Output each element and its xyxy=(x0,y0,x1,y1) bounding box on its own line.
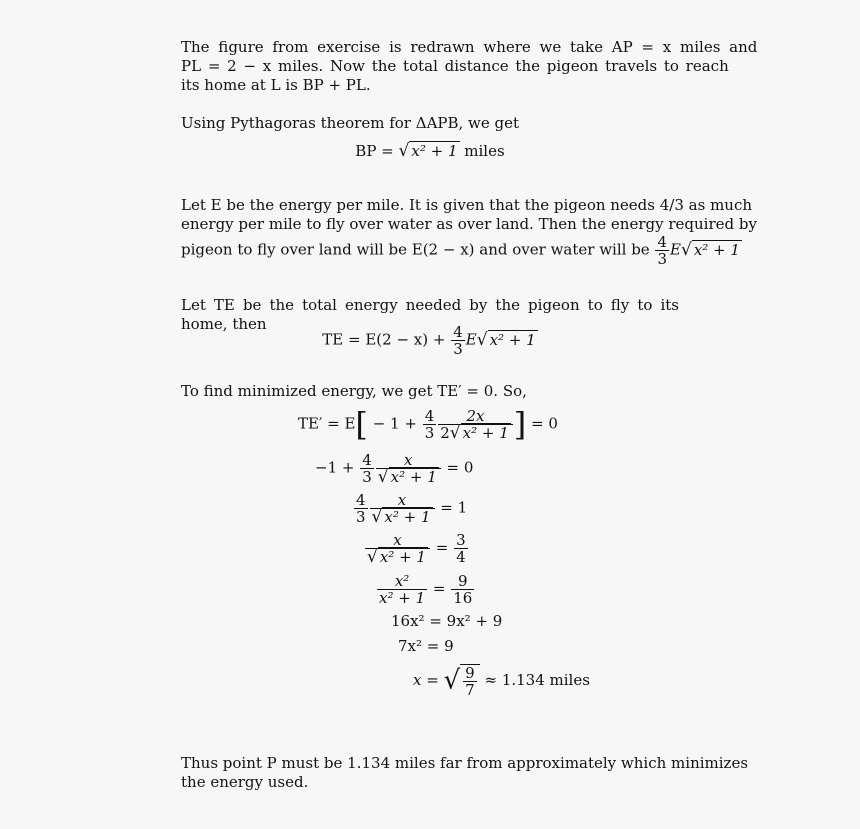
intro-line-1: The figure from exercise is redrawn where we take AP = x miles and xyxy=(181,38,758,56)
derivation-step-4: $\frac{x}{\text{√ x² + 1}}$ = $\frac{3}{4}$ xyxy=(367,531,466,567)
conclusion-line-1: Thus point P must be 1.134 miles far from approximately which minimizes xyxy=(181,754,749,772)
energy-paragraph xyxy=(181,196,757,234)
te-lhs: TE = E(2 − x) + xyxy=(322,330,446,349)
derivation-step-5: $\frac{\text{x²}}{\text{x² + 1}}$ = $\frac{9}{16}$ xyxy=(379,572,473,607)
intro-line-3: its home at L is BP + PL. xyxy=(181,76,371,94)
derivation-step-3: $\frac{4}{3}$ $\frac{x}{\text{√ x² + 1}}$ = 1 xyxy=(356,491,468,527)
total-energy-sentence: Let TE be the total energy needed by the pigeon to fly to its home, then xyxy=(181,296,679,333)
conclusion-line-2: the energy used. xyxy=(181,773,309,791)
bp-equation xyxy=(181,142,679,161)
te-equation: TE = E(2 − x) + $\frac{4}{3}$ E√ x² + 1 xyxy=(322,323,536,358)
bp-unit: miles xyxy=(464,142,505,160)
energy-line-3: pigeon to fly over land will be E(2 − x) and over water will be xyxy=(181,240,650,259)
energy-line-3-row xyxy=(181,233,740,268)
sqrt-symbol: √ x² + 1 xyxy=(680,239,740,260)
energy-line-1: Let E be the energy per mile. It is given that the pigeon needs 4/3 as much xyxy=(181,196,753,214)
sqrt-symbol: √ $\frac{9}{7}$ xyxy=(444,664,480,698)
pythagoras-sentence: Using Pythagoras theorem for ΔAPB, we get xyxy=(181,114,520,132)
derivation-step-6: 16x² = 9x² + 9 xyxy=(391,612,503,630)
minimize-sentence: To find minimized energy, we get TE′ = 0. So, xyxy=(181,382,527,400)
sqrt-symbol: √ x² + 1 xyxy=(371,507,431,527)
sqrt-symbol: √ x² + 1 xyxy=(398,141,458,161)
left-bracket: [ xyxy=(355,405,368,444)
right-bracket: ] xyxy=(513,405,527,444)
derivation-step-7: 7x² = 9 xyxy=(398,637,454,655)
te-fraction: $\frac{4}{3}$ xyxy=(453,323,463,358)
intro-line-2: PL = 2 − x miles. Now the total distance the pigeon travels to reach xyxy=(181,57,729,75)
water-energy-symbol: E xyxy=(670,240,681,259)
conclusion-paragraph xyxy=(181,754,749,792)
sqrt-symbol: √ x² + 1 xyxy=(476,329,536,350)
derivation-step-2: −1 + $\frac{4}{3}$ $\frac{x}{\text{√ x² + 1}}$ = 0 xyxy=(315,451,474,487)
sqrt-symbol: √ x² + 1 xyxy=(377,467,437,487)
intro-paragraph xyxy=(181,38,758,95)
sqrt-symbol: √ x² + 1 xyxy=(449,423,509,443)
water-coeff-fraction: $\frac{4}{3}$ xyxy=(657,233,668,268)
bp-lhs: BP = xyxy=(355,142,394,160)
sqrt-symbol: √ x² + 1 xyxy=(367,547,426,567)
solution-equation: x = √ $\frac{9}{7}$ ≈ 1.134 miles xyxy=(413,664,590,699)
energy-line-2: energy per mile to fly over water as over land. Then the energy required by xyxy=(181,215,757,233)
derivative-equation: TE′ = E[ − 1 + $\frac{4}{3}$ $\frac{2x}{\text{2√ x² + 1}}$ ] = 0 xyxy=(298,405,558,444)
